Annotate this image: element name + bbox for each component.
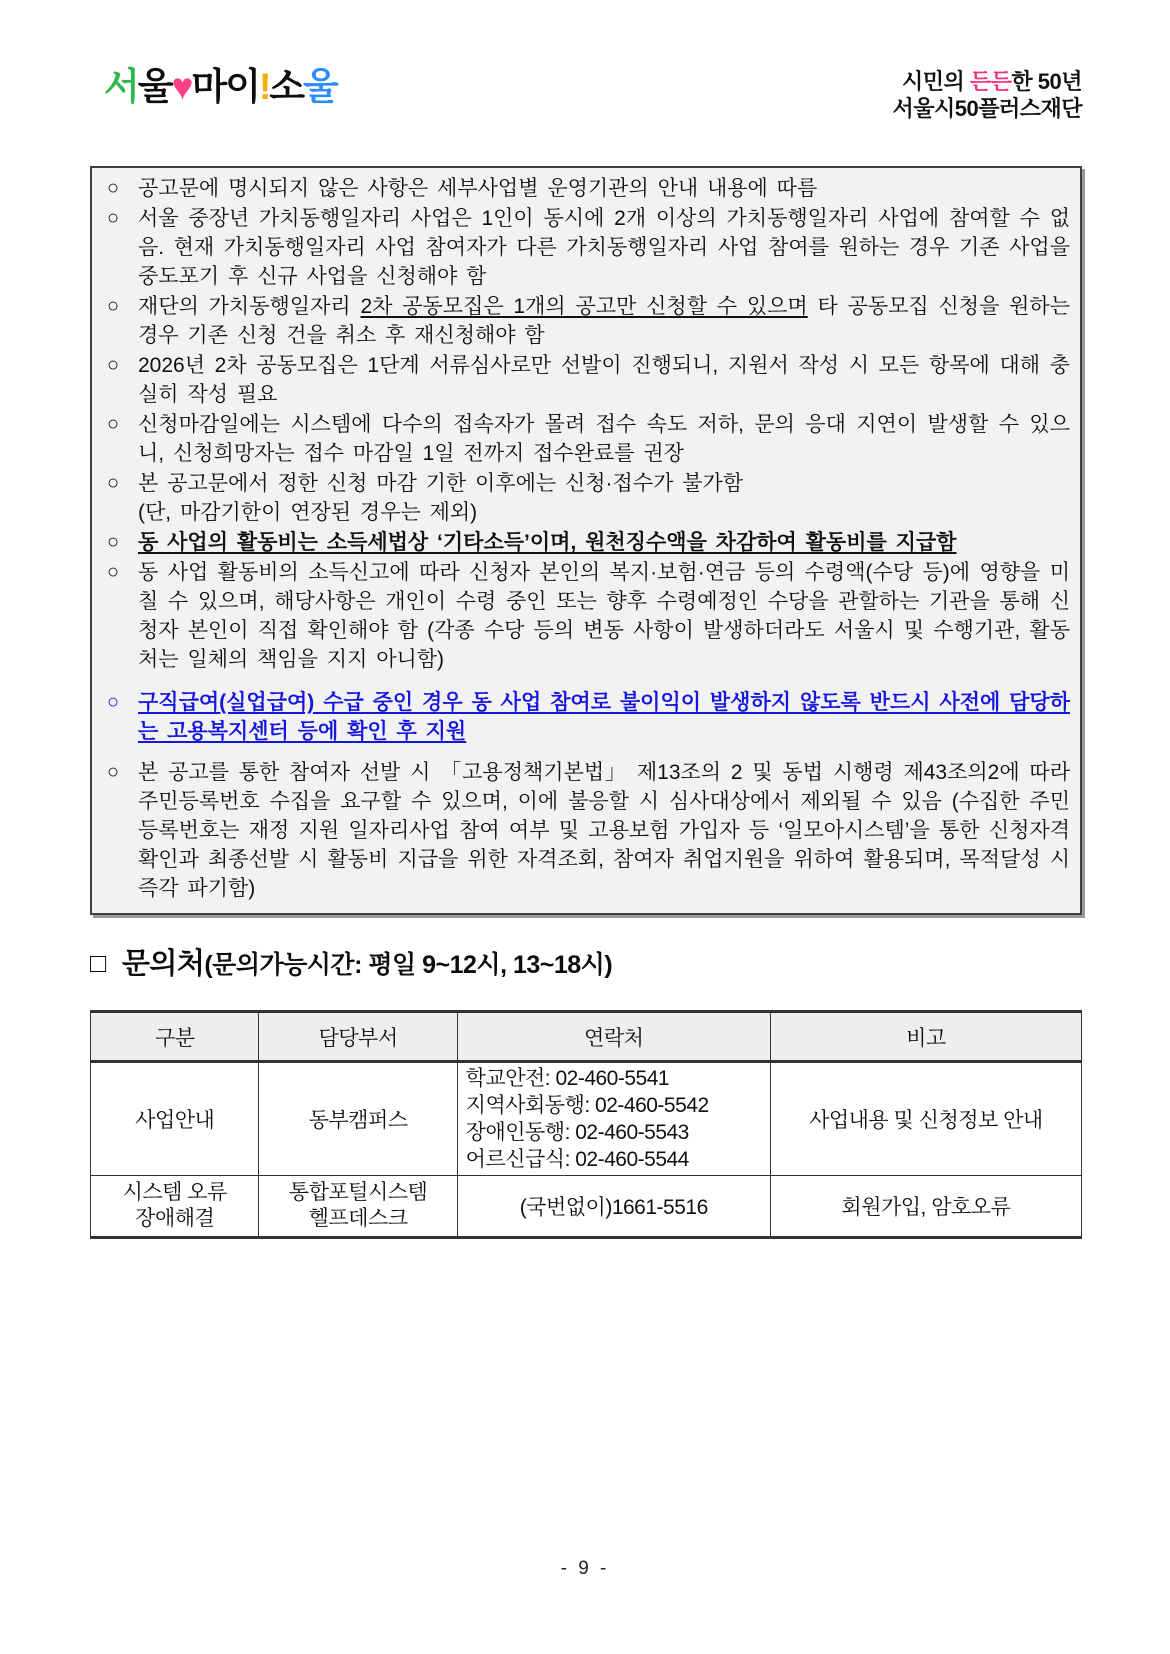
notice-bullet-3 [102,292,1070,350]
col-header-note: 비고 [770,1012,1081,1062]
cell-category: 시스템 오류 장애해결 [91,1176,259,1238]
table-row-system-error [91,1176,1082,1238]
cell-note: 사업내용 및 신청정보 안내 [770,1062,1081,1176]
circle-bullet-marker: ○ [107,207,120,229]
seoul-my-soul-logo [90,68,337,105]
bullet-text: 서울 중장년 가치동행일자리 사업은 1인이 동시에 2개 이상의 가치동행일자리 사업에 참여할 수 없음. 현재 가치동행일자리 사업 참여자가 다른 가치동행일자리 사업 참여를 원하는 경우 기존 사업을 중도포기 후 신규 사업을 신청해야 함 [138,207,1070,288]
circle-bullet-marker: ○ [107,531,120,553]
bullet-text: 재단의 가치동행일자리 [138,295,361,318]
page-content [90,0,1082,1239]
logo-part-ul2: 울 [303,66,337,107]
logo-part-seo: 서 [104,66,138,107]
phone-line: 지역사회동행: 02-460-5542 [465,1094,709,1117]
phone-line: 어르신급식: 02-460-5544 [465,1148,689,1171]
table-header-row [91,1012,1082,1062]
logo-part-so: 소 [269,66,304,107]
slogan-emphasis: 든든 [969,69,1012,94]
circle-bullet-marker: ○ [107,177,120,199]
notice-bullet-2 [102,204,1070,291]
notice-bullet-10 [102,758,1070,903]
contact-table-header [91,1012,1082,1062]
bullet-text: 본 공고를 통한 참여자 선발 시 「고용정책기본법」 제13조의 2 및 동법 시행령 제43조의2에 따라 주민등록번호 수집을 요구할 수 있으며, 이에 불응할 시 심사대상에서 제외될 수 있음 (수집한 주민등록번호는 재정 지원 일자리사업 참여 여부 및 고용보험 가입자 등 ‘일모아시스템’을 통한 신청자격 확인과 최종선발 시 활동비 지급을 위한 자격조회, 참여자 취업지원을 위하여 활용되며, 목적달성 시 즉각 파기함) [138,761,1070,900]
cell-category: 사업안내 [91,1062,259,1176]
col-header-contact: 연락처 [457,1012,770,1062]
cell-dept: 통합포털시스템 헬프데스크 [259,1176,457,1238]
col-header-category: 구분 [91,1012,259,1062]
cell-note: 회원가입, 암호오류 [770,1176,1081,1238]
square-bullet-marker: □ [90,948,106,978]
circle-bullet-marker: ○ [107,561,120,583]
bullet-text: 2026년 2차 공동모집은 1단계 서류심사로만 선발이 진행되니, 지원서 작성 시 모든 항목에 대해 충실히 작성 필요 [138,354,1070,406]
bullet-text: 본 공고문에서 정한 신청 마감 기한 이후에는 신청·접수가 불가함 [138,472,744,495]
notice-bullet-8 [102,558,1070,674]
contact-section-heading [90,941,1082,982]
notice-box [90,166,1082,915]
foundation-slogan [893,68,1083,122]
phone-line: 학교안전: 02-460-5541 [465,1067,670,1090]
bullet-text: 공고문에 명시되지 않은 사항은 세부사업별 운영기관의 안내 내용에 따름 [138,177,818,200]
notice-bullet-7 [102,528,1070,557]
circle-bullet-marker: ○ [107,472,120,494]
notice-bullet-1 [102,174,1070,203]
bullet-text-warning: 구직급여(실업급여) 수급 중인 경우 동 사업 참여로 불이익이 발생하지 않도록 반드시 사전에 담당하는 고용복지센터 등에 확인 후 지원 [138,691,1070,743]
slogan-line-1: 시민의 든든한 50년 [902,69,1082,94]
circle-bullet-marker: ○ [107,413,120,435]
exclamation-icon: ! [258,66,270,107]
circle-bullet-marker: ○ [107,354,120,376]
notice-bullet-5 [102,410,1070,468]
foundation-name: 서울시50플러스재단 [892,96,1082,121]
heart-icon: ♥ [171,66,192,107]
table-row-business-info [91,1062,1082,1176]
circle-bullet-marker: ○ [107,691,120,713]
notice-bullet-4 [102,351,1070,409]
logo-part-mai: 마이 [191,66,259,107]
bullet-text: 동 사업 활동비의 소득신고에 따라 신청자 본인의 복지·보험·연금 등의 수령액(수당 등)에 영향을 미칠 수 있으며, 해당사항은 개인이 수령 중인 또는 향후 수령예정인 수당을 관할하는 기관을 통해 신청자 본인이 직접 확인해야 함 (각종 수당 등의 변동 사항이 발생하더라도 서울시 및 수행기관, 활동처는 일체의 책임을 지지 아니함) [138,561,1070,671]
cell-contact-numbers [457,1062,770,1176]
notice-bullet-list [102,174,1070,903]
cell-dept: 동부캠퍼스 [259,1062,457,1176]
page-number: - 9 - [560,1558,610,1579]
contact-table [90,1010,1082,1239]
logo-part-ul: 울 [137,66,172,107]
circle-bullet-marker: ○ [107,295,120,317]
contact-heading-hours: (문의가능시간: 평일 9~12시, 13~18시) [204,951,613,979]
bullet-text: 타 공동모집 신청을 원하는 경우 기존 신청 건을 취소 후 재신청해야 함 [138,295,1071,347]
bullet-text-parenthetical: (단, 마감기한이 연장된 경우는 제외) [138,501,478,524]
bullet-text-emphasis: 동 사업의 활동비는 소득세법상 ‘기타소득’이며, 원천징수액을 차감하여 활동비를 지급함 [138,531,957,554]
contact-heading-title: 문의처 [121,948,205,980]
col-header-dept: 담당부서 [259,1012,457,1062]
page-header [90,0,1082,122]
notice-bullet-6 [102,469,1070,527]
notice-bullet-warning [102,688,1070,746]
bullet-text: 신청마감일에는 시스템에 다수의 접속자가 몰려 접수 속도 저하, 문의 응대 지연이 발생할 수 있으니, 신청희망자는 접수 마감일 1일 전까지 접수완료를 권장 [138,413,1070,465]
bullet-text-underlined: 2차 공동모집은 1개의 공고만 신청할 수 있으며 [360,295,808,318]
phone-line: 장애인동행: 02-460-5543 [465,1121,689,1144]
circle-bullet-marker: ○ [107,761,120,783]
cell-contact-numbers: (국번없이)1661-5516 [457,1176,770,1238]
